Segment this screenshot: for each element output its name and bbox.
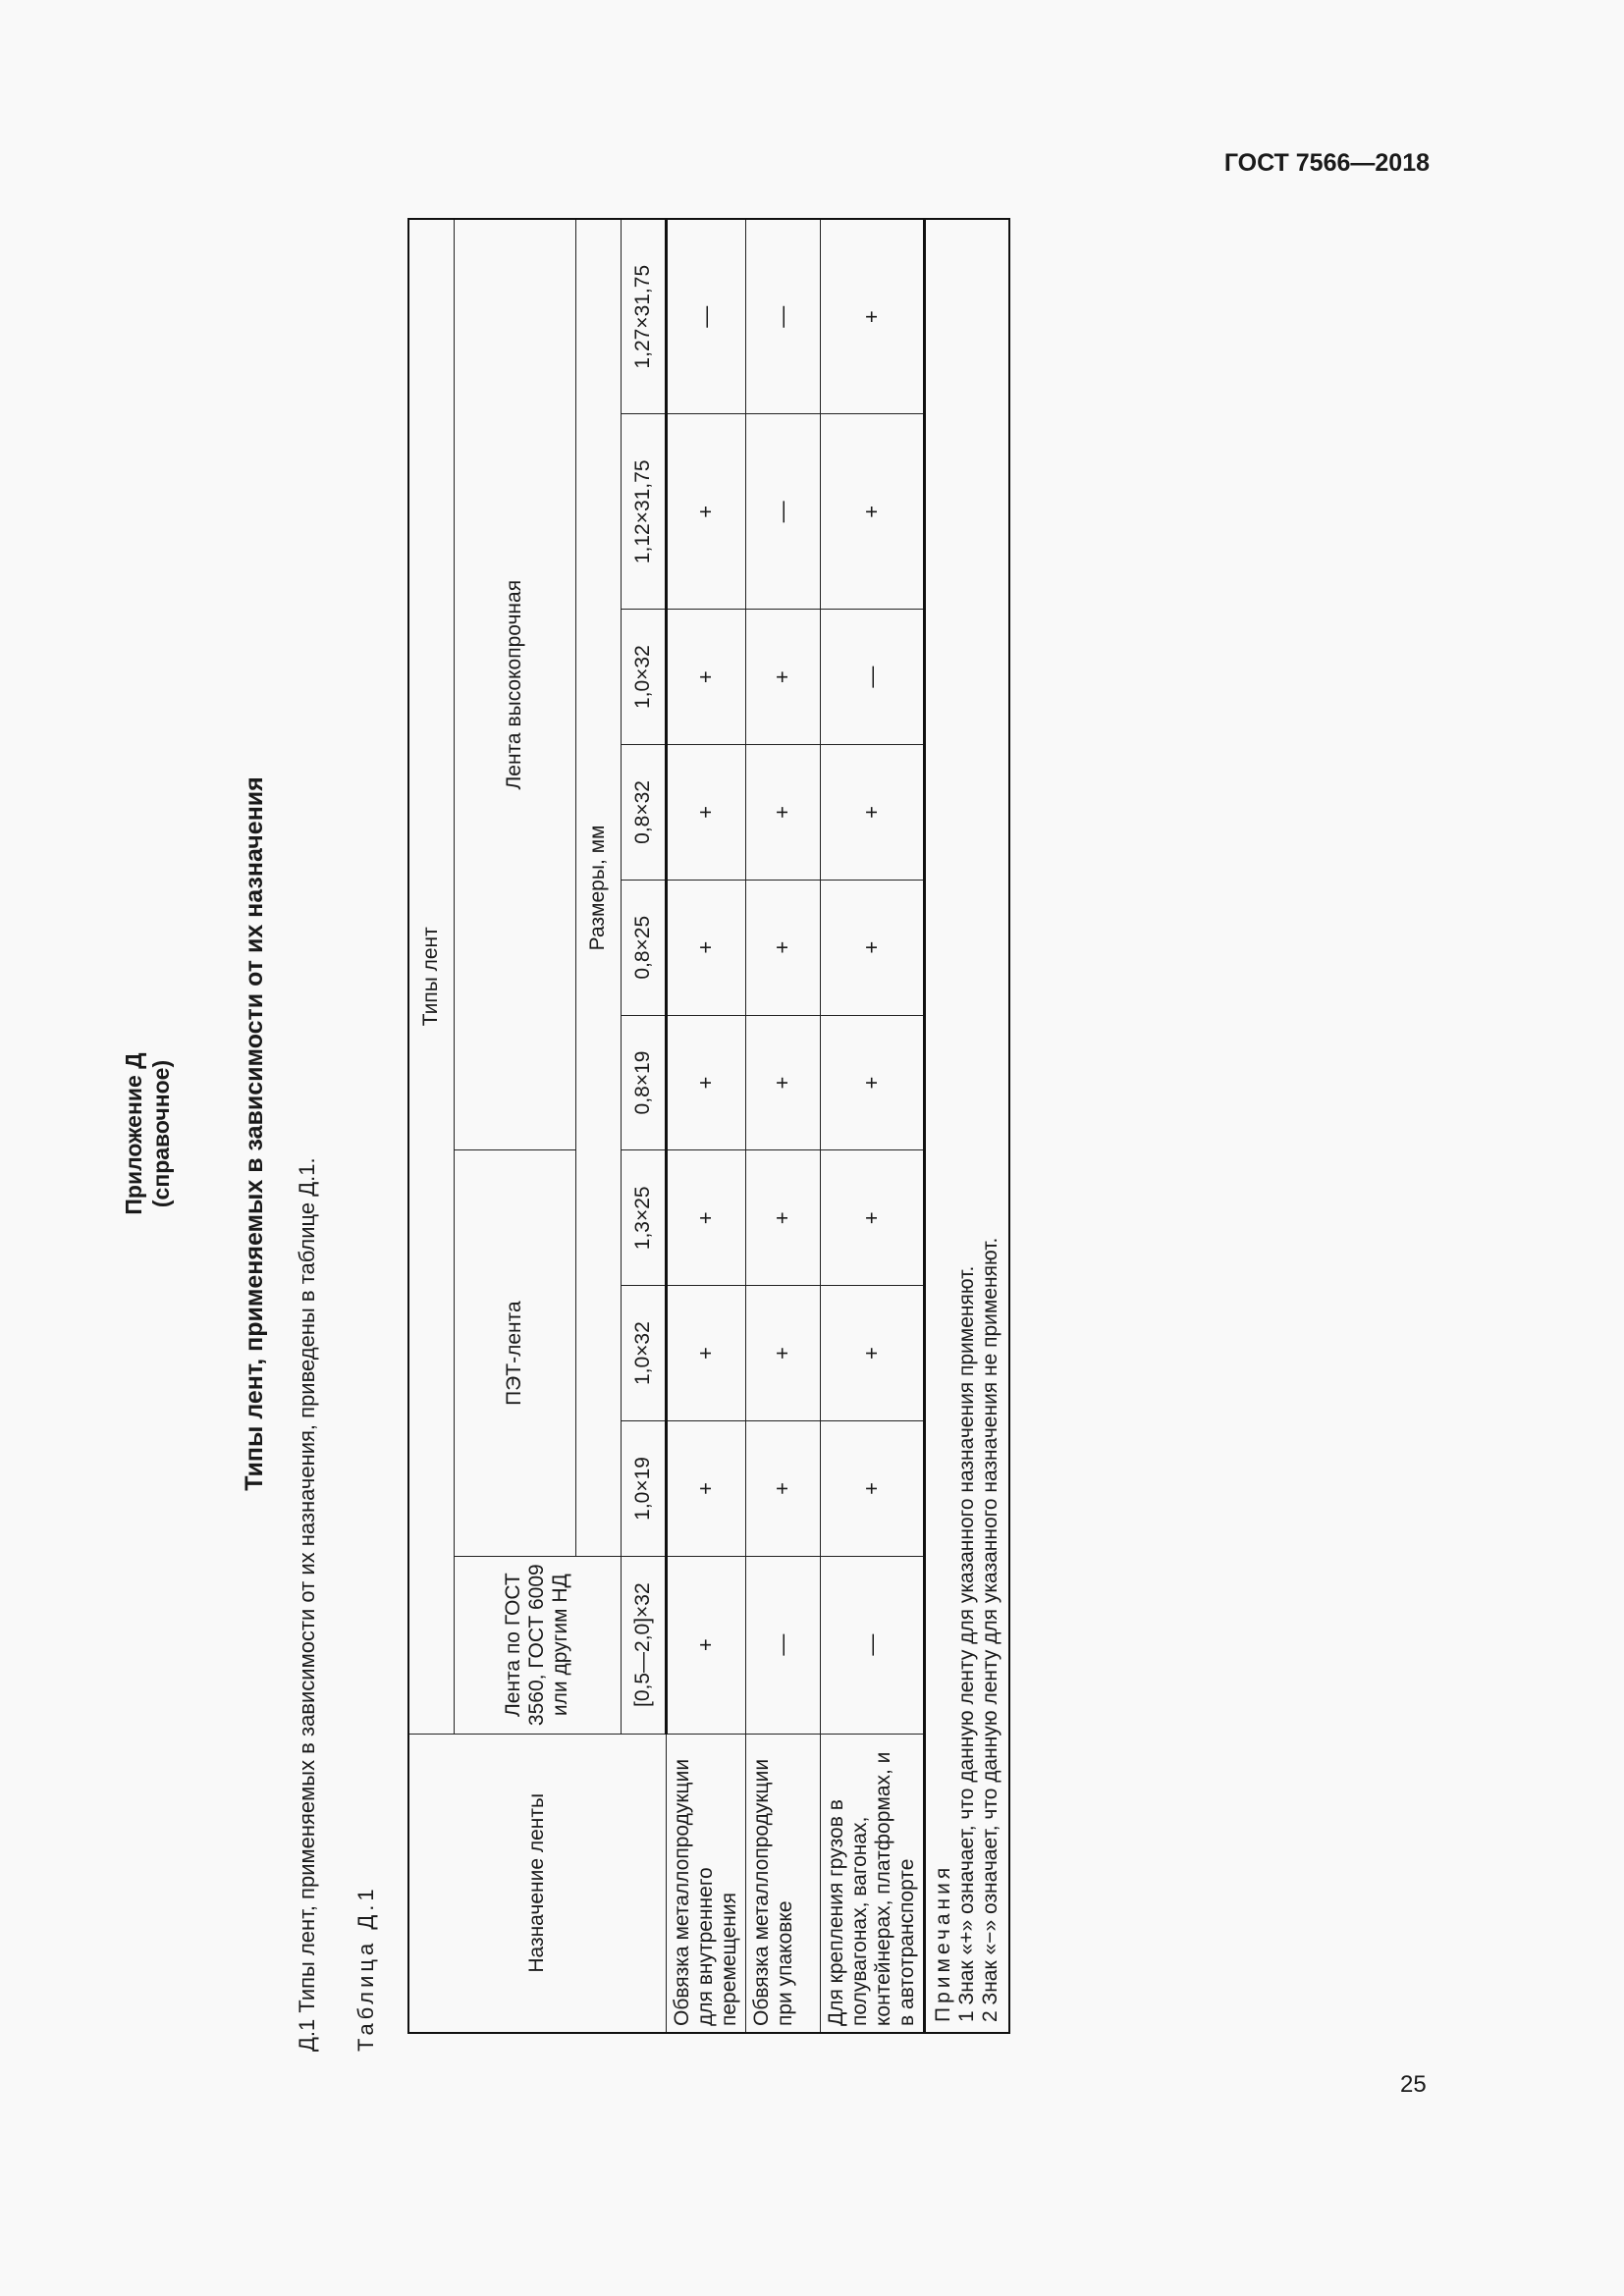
cell-value: + xyxy=(745,880,820,1015)
note-item: 1 Знак «+» означает, что данную ленту для указанного назначения применяют. xyxy=(954,1265,978,2022)
cell-value: + xyxy=(666,1286,745,1421)
size-header: 0,8×19 xyxy=(621,1015,666,1150)
cell-value: + xyxy=(820,880,924,1015)
intro-paragraph: Д.1 Типы лент, применяемых в зависимости от их назначения, приведены в таблице Д.1. xyxy=(295,1157,319,2052)
purpose-header: Назначение ленты xyxy=(408,1734,666,2033)
table-row xyxy=(820,219,924,2033)
cell-value: + xyxy=(820,219,924,414)
size-header: 1,0×19 xyxy=(621,1421,666,1557)
cell-value: + xyxy=(666,745,745,881)
cell-value: — xyxy=(666,219,745,414)
pet-tape-header: ПЭТ-лента xyxy=(454,1150,575,1556)
cell-value: + xyxy=(820,414,924,610)
table-row xyxy=(745,219,820,2033)
cell-value: + xyxy=(745,1286,820,1421)
size-header: 0,8×32 xyxy=(621,745,666,881)
cell-value: — xyxy=(745,1556,820,1734)
types-header: Типы лент xyxy=(408,219,454,1734)
size-header: [0,5—2,0]×32 xyxy=(621,1556,666,1734)
annex-title: Приложение Д xyxy=(121,1052,146,1215)
standard-header: ГОСТ 7566—2018 xyxy=(1223,149,1430,177)
cell-value: + xyxy=(820,1015,924,1150)
row-purpose: Обвязка металлопродукции при упаковке xyxy=(745,1734,820,2033)
row-purpose: Для крепления грузов в полувагонах, вагонах, контейнерах, платформах, и в автотранспорте xyxy=(820,1734,924,2033)
cell-value: + xyxy=(745,1015,820,1150)
cell-value: — xyxy=(745,414,820,610)
row-purpose: Обвязка металлопродукции для внутреннего перемещения xyxy=(666,1734,745,2033)
note-item: 2 Знак «−» означает, что данную ленту для указанного назначения не применяют. xyxy=(978,1237,1001,2022)
size-header: 1,0×32 xyxy=(621,1286,666,1421)
cell-value: + xyxy=(666,880,745,1015)
table-row xyxy=(666,219,745,2033)
cell-value: + xyxy=(820,745,924,881)
high-strength-tape-header: Лента высокопрочная xyxy=(454,219,575,1150)
cell-value: — xyxy=(820,610,924,745)
cell-value: + xyxy=(820,1286,924,1421)
table-notes xyxy=(924,219,1009,2033)
cell-value: + xyxy=(666,1150,745,1286)
cell-value: — xyxy=(745,219,820,414)
size-header: 1,27×31,75 xyxy=(621,219,666,414)
annex-subtitle: (справочное) xyxy=(148,1059,174,1208)
cell-value: + xyxy=(745,1421,820,1557)
cell-value: + xyxy=(745,745,820,881)
cell-value: + xyxy=(666,1421,745,1557)
notes-title: Примечания xyxy=(931,1863,954,2022)
cell-value: + xyxy=(745,1150,820,1286)
cell-value: + xyxy=(820,1150,924,1286)
annex-heading xyxy=(120,216,175,2052)
gost-tape-header: Лента по ГОСТ 3560, ГОСТ 6009 или другим НД xyxy=(454,1556,621,1734)
notes-row xyxy=(924,219,1009,2033)
cell-value: + xyxy=(666,610,745,745)
cell-value: + xyxy=(666,1556,745,1734)
rotated-content xyxy=(98,216,1237,2052)
size-header: 1,0×32 xyxy=(621,610,666,745)
cell-value: + xyxy=(745,610,820,745)
cell-value: + xyxy=(820,1421,924,1557)
cell-value: — xyxy=(820,1556,924,1734)
table-caption: Таблица Д.1 xyxy=(353,1885,378,2052)
sizes-header: Размеры, мм xyxy=(575,219,621,1556)
page-number: 25 xyxy=(1400,2071,1427,2098)
cell-value: + xyxy=(666,414,745,610)
size-header: 1,12×31,75 xyxy=(621,414,666,610)
cell-value: + xyxy=(666,1015,745,1150)
size-header: 1,3×25 xyxy=(621,1150,666,1286)
size-header: 0,8×25 xyxy=(621,880,666,1015)
tape-types-table xyxy=(407,218,1010,2034)
section-title: Типы лент, применяемых в зависимости от их назначения xyxy=(241,776,268,1491)
